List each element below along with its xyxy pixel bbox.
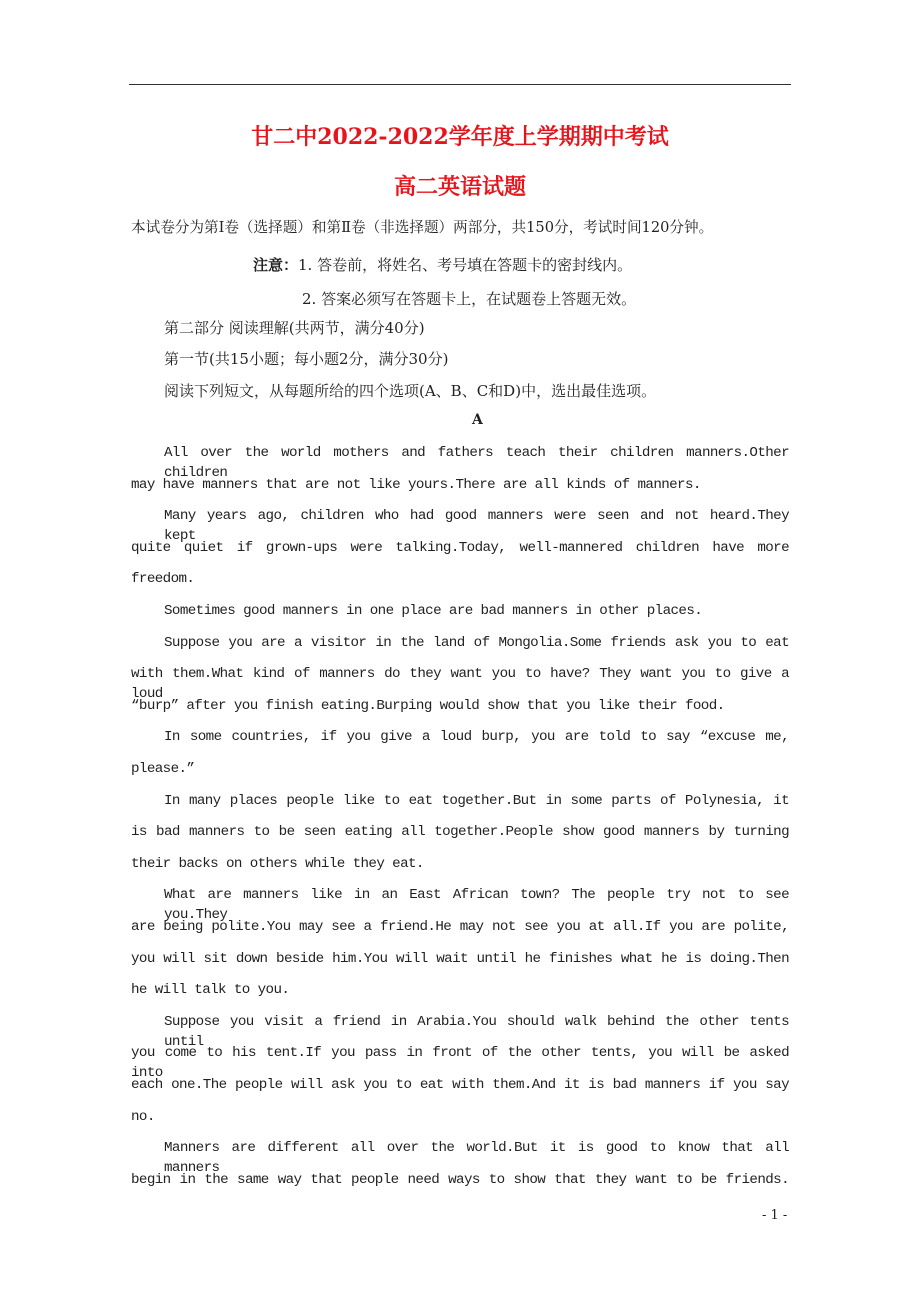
exam-title: 甘二中2022-2022学年度上学期期中考试 <box>251 124 669 150</box>
passage-line: Manners are different all over the world.But it is good to know that all manners <box>164 1140 789 1177</box>
passage-line: he will talk to you. <box>131 982 290 999</box>
passage-line: each one.The people will ask you to eat with them.And it is bad manners if you say <box>131 1077 789 1093</box>
passage-line: In many places people like to eat together.But in some parts of Polynesia, it <box>164 792 789 809</box>
passage-line: are being polite.You may see a friend.He may not see you at all.If you are polite, <box>131 919 789 935</box>
note-item-2: 2. 答案必须写在答题卡上，在试题卷上答题无效。 <box>302 290 637 308</box>
note-item-1: 1. 答卷前，将姓名、考号填在答题卡的密封线内。 <box>298 256 633 274</box>
page-number: - 1 - <box>762 1208 788 1223</box>
passage-line: In some countries, if you give a loud burp, you are told to say “excuse me, <box>164 729 789 746</box>
passage-line: you will sit down beside him.You will wait until he finishes what he is doing.Then <box>131 950 789 967</box>
passage-label: A <box>472 412 483 428</box>
notes-label: 注意： <box>253 256 299 274</box>
header-rule <box>129 84 791 85</box>
passage-line: freedom. <box>131 571 195 588</box>
exam-intro: 本试卷分为第Ⅰ卷（选择题）和第Ⅱ卷（非选择题）两部分，共150分，考试时间120分钟。 <box>131 219 714 236</box>
passage-line: All over the world mothers and fathers teach their children manners.Other children <box>164 445 789 481</box>
passage-line: quite quiet if grown-ups were talking.Today, well-mannered children have more <box>131 539 789 556</box>
passage-line: What are manners like in an East African town? The people try not to see you.They <box>164 887 789 924</box>
section-subsection: 第一节(共15小题；每小题2分，满分30分) <box>164 350 449 368</box>
passage-line: no. <box>131 1108 155 1125</box>
passage-line: you come to his tent.If you pass in front of the other tents, you will be asked into <box>131 1045 789 1082</box>
passage-line: Suppose you visit a friend in Arabia.You should walk behind the other tents until <box>164 1013 789 1050</box>
passage-line: Sometimes good manners in one place are bad manners in other places. <box>164 603 703 619</box>
passage-line: “burp” after you finish eating.Burping would show that you like their food. <box>131 697 725 714</box>
exam-subtitle: 高二英语试题 <box>393 174 526 200</box>
section-instruction: 阅读下列短文，从每题所给的四个选项(A、B、C和D)中，选出最佳选项。 <box>164 382 657 400</box>
section-part: 第二部分 阅读理解(共两节，满分40分) <box>164 319 425 337</box>
passage-line: please.” <box>131 761 195 777</box>
passage-line: begin in the same way that people need ways to show that they want to be friends. <box>131 1171 789 1188</box>
passage-line: Many years ago, children who had good manners were seen and not heard.They kept <box>164 508 789 545</box>
passage-line: with them.What kind of manners do they want you to have? They want you to give a loud <box>131 666 789 703</box>
passage-line: Suppose you are a visitor in the land of Mongolia.Some friends ask you to eat <box>164 634 789 651</box>
passage-line: may have manners that are not like yours.There are all kinds of manners. <box>131 476 701 493</box>
notes <box>253 254 632 275</box>
passage-line: is bad manners to be seen eating all together.People show good manners by turning <box>131 824 789 841</box>
passage-line: their backs on others while they eat. <box>131 855 424 872</box>
